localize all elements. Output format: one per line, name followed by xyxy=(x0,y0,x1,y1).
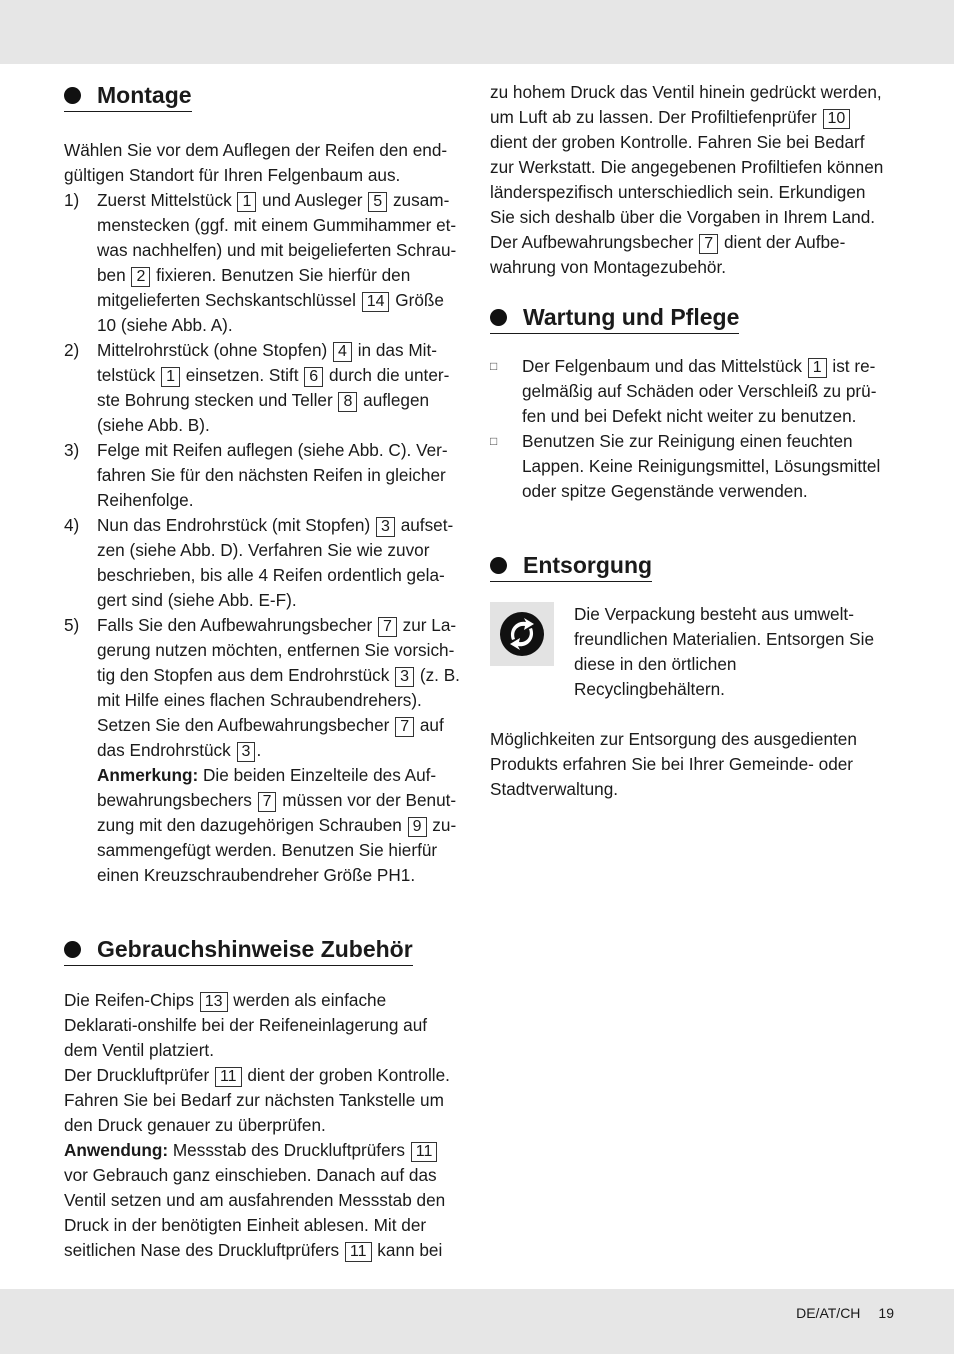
part-ref: 2 xyxy=(131,267,150,287)
part-ref: 5 xyxy=(368,192,387,212)
montage-heading: Montage xyxy=(64,80,192,112)
step-3: 3) Felge mit Reifen auflegen (siehe Abb. C). Ver-fahren Sie für den nächsten Reifen in gleicher Reihenfolge. xyxy=(64,440,448,510)
part-ref: 3 xyxy=(376,517,395,537)
bullet-dot-icon xyxy=(490,557,507,574)
part-ref: 3 xyxy=(237,742,256,762)
part-ref: 14 xyxy=(362,292,390,312)
bullet-dot-icon xyxy=(64,941,81,958)
step-4: 4) Nun das Endrohrstück (mit Stopfen) 3 aufset-zen (siehe Abb. D). Verfahren Sie wie zuvor beschrieben, bis alle 4 Reifen ordentlich gela-gert sind (siehe Abb. E-F). xyxy=(64,515,454,610)
part-ref: 6 xyxy=(304,367,323,387)
part-ref: 8 xyxy=(338,392,357,412)
right-column xyxy=(490,80,892,802)
part-ref: 7 xyxy=(258,792,277,812)
zubehoer-usage: Anwendung: Messstab des Druckluftprüfers 11 vor Gebrauch ganz einschieben. Danach auf das Ventil setzen und am ausfahrenden Messstab den Druck in der benötigten Einheit ablesen. Mit der seitlichen Nase des Druckluftprüfers 11 kann bei xyxy=(64,1140,446,1260)
checkbox-square-icon: □ xyxy=(490,359,498,373)
page-number: 19 xyxy=(878,1305,894,1321)
packaging-text: Die Verpackung besteht aus umwelt-freundlichen Materialien. Entsorgen Sie diese in den örtlichen Recyclingbehältern. xyxy=(574,604,875,699)
recycling-block xyxy=(490,602,892,702)
page-footer xyxy=(796,1305,894,1321)
part-ref: 11 xyxy=(411,1142,438,1162)
montage-intro: Wählen Sie vor dem Auflegen der Reifen den end-gültigen Standort für Ihren Felgenbaum aus. xyxy=(64,140,448,185)
part-ref: 7 xyxy=(699,234,718,254)
step-1: 1) Zuerst Mittelstück 1 und Ausleger 5 zusam-menstecken (ggf. mit einem Gummihammer et-was nachhelfen) und mit beigelieferten Schrau-ben 2 fixieren. Benutzen Sie hierfür den mitgelieferten Sechskantschlüssel 14 Größe 10 (siehe Abb. A). xyxy=(64,190,457,335)
list-item: □ Der Felgenbaum und das Mittelstück 1 ist re-gelmäßig auf Schäden oder Verschleiß zu prü-fen und bei Defekt nicht weiter zu benutzen. xyxy=(490,354,892,429)
part-ref: 11 xyxy=(215,1067,242,1087)
continued-text: zu hohem Druck das Ventil hinein gedrückt werden, um Luft ab zu lassen. Der Profiltiefenprüfer 10 dient der groben Kontrolle. Fahren Sie bei Bedarf zur Werkstatt. Die angegebenen Profiltiefen können länderspezifisch unterschiedlich sein. Erkundigen Sie sich deshalb über die Vorgaben in Ihrem Land. Der Aufbewahrungsbecher 7 dient der Aufbe-wahrung von Montagezubehör. xyxy=(490,82,884,277)
region-label: DE/AT/CH xyxy=(796,1305,861,1321)
list-item: □ Benutzen Sie zur Reinigung einen feuchten Lappen. Keine Reinigungsmittel, Lösungsmittel oder spitze Gegenstände verwenden. xyxy=(490,429,892,504)
part-ref: 1 xyxy=(237,192,256,212)
zubehoer-para-1: Die Reifen-Chips 13 werden als einfache Deklarati-onshilfe bei der Reifeneinlagerung auf dem Ventil platziert. xyxy=(64,990,428,1060)
entsorgung-heading: Entsorgung xyxy=(490,550,652,582)
note-label: Anmerkung: xyxy=(97,765,199,785)
wartung-heading: Wartung und Pflege xyxy=(490,302,739,334)
part-ref: 11 xyxy=(345,1242,372,1262)
part-ref: 4 xyxy=(333,342,352,362)
recycling-green-dot-icon xyxy=(490,602,554,666)
part-ref: 10 xyxy=(823,109,851,129)
bottom-band xyxy=(0,1289,954,1354)
part-ref: 3 xyxy=(395,667,414,687)
zubehoer-para-2: Der Druckluftprüfer 11 dient der groben Kontrolle. Fahren Sie bei Bedarf zur nächsten Tankstelle um den Druck genauer zu überprüfen. xyxy=(64,1065,450,1135)
left-column xyxy=(64,80,464,1263)
step-5: 5) Falls Sie den Aufbewahrungsbecher 7 zur La-gerung nutzen möchten, entfernen Sie vorsich-tig den Stopfen aus dem Endrohrstück 3 (z. B. mit Hilfe eines flachen Schraubendrehers). Setzen Sie den Aufbewahrungsbecher 7 auf das Endrohrstück 3 . Anmerkung: Die beiden Einzelteile des Auf-bewahrungsbechers 7 müssen vor der Benut-zung mit den dazugehörigen Schrauben 9 zu-sammengefügt werden. Benutzen Sie hierfür einen Kreuzschraubendreher Größe PH1. xyxy=(64,615,460,885)
wartung-list xyxy=(490,354,892,504)
montage-steps xyxy=(64,188,464,888)
part-ref: 1 xyxy=(161,367,180,387)
top-band xyxy=(0,0,954,64)
step-2: 2) Mittelrohrstück (ohne Stopfen) 4 in das Mit-telstück 1 einsetzen. Stift 6 durch die unter-ste Bohrung stecken und Teller 8 auflegen (siehe Abb. B). xyxy=(64,340,450,435)
zubehoer-heading: Gebrauchshinweise Zubehör xyxy=(64,934,413,966)
part-ref: 7 xyxy=(378,617,397,637)
part-ref: 7 xyxy=(395,717,414,737)
part-ref: 13 xyxy=(200,992,228,1012)
bullet-dot-icon xyxy=(64,87,81,104)
bullet-dot-icon xyxy=(490,309,507,326)
part-ref: 9 xyxy=(408,817,427,837)
part-ref: 1 xyxy=(808,358,827,378)
checkbox-square-icon: □ xyxy=(490,434,498,448)
disposal-text: Möglichkeiten zur Entsorgung des ausgedienten Produkts erfahren Sie bei Ihrer Gemeinde- oder Stadtverwaltung. xyxy=(490,729,857,799)
